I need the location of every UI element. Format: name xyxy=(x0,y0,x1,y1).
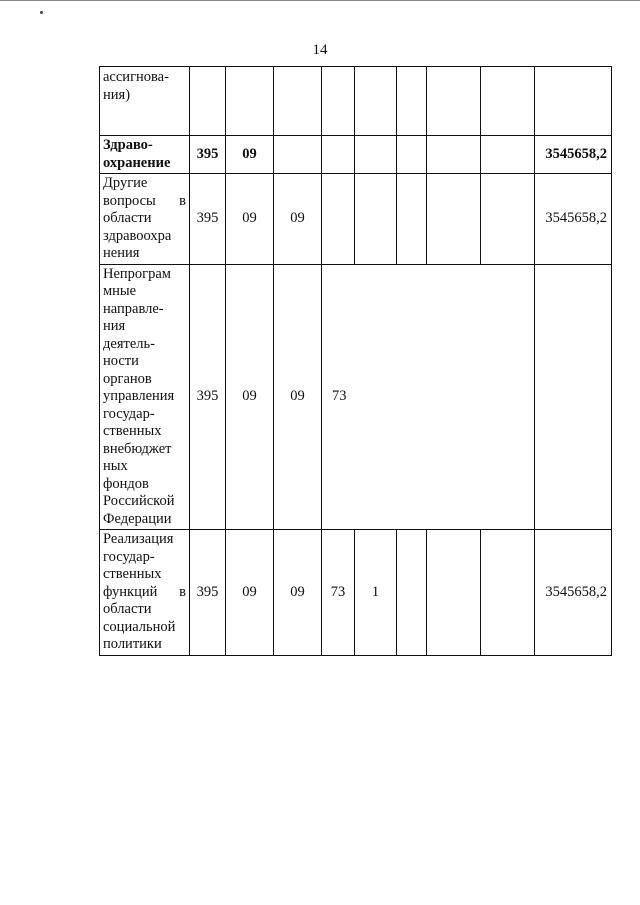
cell-sum xyxy=(535,67,612,136)
cell-c2: 09 xyxy=(226,264,274,530)
scan-speck xyxy=(40,11,43,14)
budget-table xyxy=(99,66,612,656)
table-row xyxy=(100,530,612,656)
cell-c2: 09 xyxy=(226,530,274,656)
cell-c8 xyxy=(481,67,535,136)
cell-c5 xyxy=(355,67,397,136)
cell-c4 xyxy=(322,136,355,174)
scan-edge xyxy=(0,0,640,1)
cell-c5 xyxy=(355,174,397,265)
cell-c4: 73 xyxy=(322,264,535,530)
cell-c6 xyxy=(397,67,427,136)
cell-c1: 395 xyxy=(190,530,226,656)
cell-c1: 395 xyxy=(190,264,226,530)
cell-c1: 395 xyxy=(190,136,226,174)
cell-c3: 09 xyxy=(274,530,322,656)
row-name: Реализация государ- ственных функций в области социальной политики xyxy=(100,530,190,656)
cell-c7 xyxy=(427,67,481,136)
cell-c4: 73 xyxy=(322,530,355,656)
row-name: Другие вопросы в области здравоохра нения xyxy=(100,174,190,265)
cell-c2: 09 xyxy=(226,174,274,265)
cell-c6 xyxy=(397,136,427,174)
cell-sum: 3545658,2 xyxy=(535,530,612,656)
cell-c3: 09 xyxy=(274,174,322,265)
cell-c8 xyxy=(481,174,535,265)
cell-c8 xyxy=(481,530,535,656)
cell-c2: 09 xyxy=(226,136,274,174)
cell-sum: 3545658,2 xyxy=(535,174,612,265)
cell-c3: 09 xyxy=(274,264,322,530)
cell-c4 xyxy=(322,67,355,136)
cell-c4 xyxy=(322,174,355,265)
cell-c1 xyxy=(190,67,226,136)
cell-c6 xyxy=(397,530,427,656)
cell-c3 xyxy=(274,67,322,136)
cell-c7 xyxy=(427,136,481,174)
row-name: Непрограм мные направле- ния деятель- ности органов управления государ- ственных внебюджет ных фондов Российской Федерации xyxy=(100,264,190,530)
row-name: ассигнова- ния) xyxy=(100,67,190,136)
page-number: 14 xyxy=(312,42,328,58)
row-name: Здраво- охранение xyxy=(100,136,190,174)
table-row xyxy=(100,174,612,265)
cell-c1: 395 xyxy=(190,174,226,265)
cell-sum: 3545658,2 xyxy=(535,136,612,174)
table-row xyxy=(100,136,612,174)
cell-c8 xyxy=(481,136,535,174)
cell-c6 xyxy=(397,174,427,265)
cell-c7 xyxy=(427,174,481,265)
table-row xyxy=(100,264,612,530)
cell-c7 xyxy=(427,530,481,656)
cell-c5: 1 xyxy=(355,530,397,656)
cell-c5 xyxy=(355,136,397,174)
cell-c2 xyxy=(226,67,274,136)
cell-c3 xyxy=(274,136,322,174)
cell-c8 xyxy=(535,264,612,530)
table-row xyxy=(100,67,612,136)
